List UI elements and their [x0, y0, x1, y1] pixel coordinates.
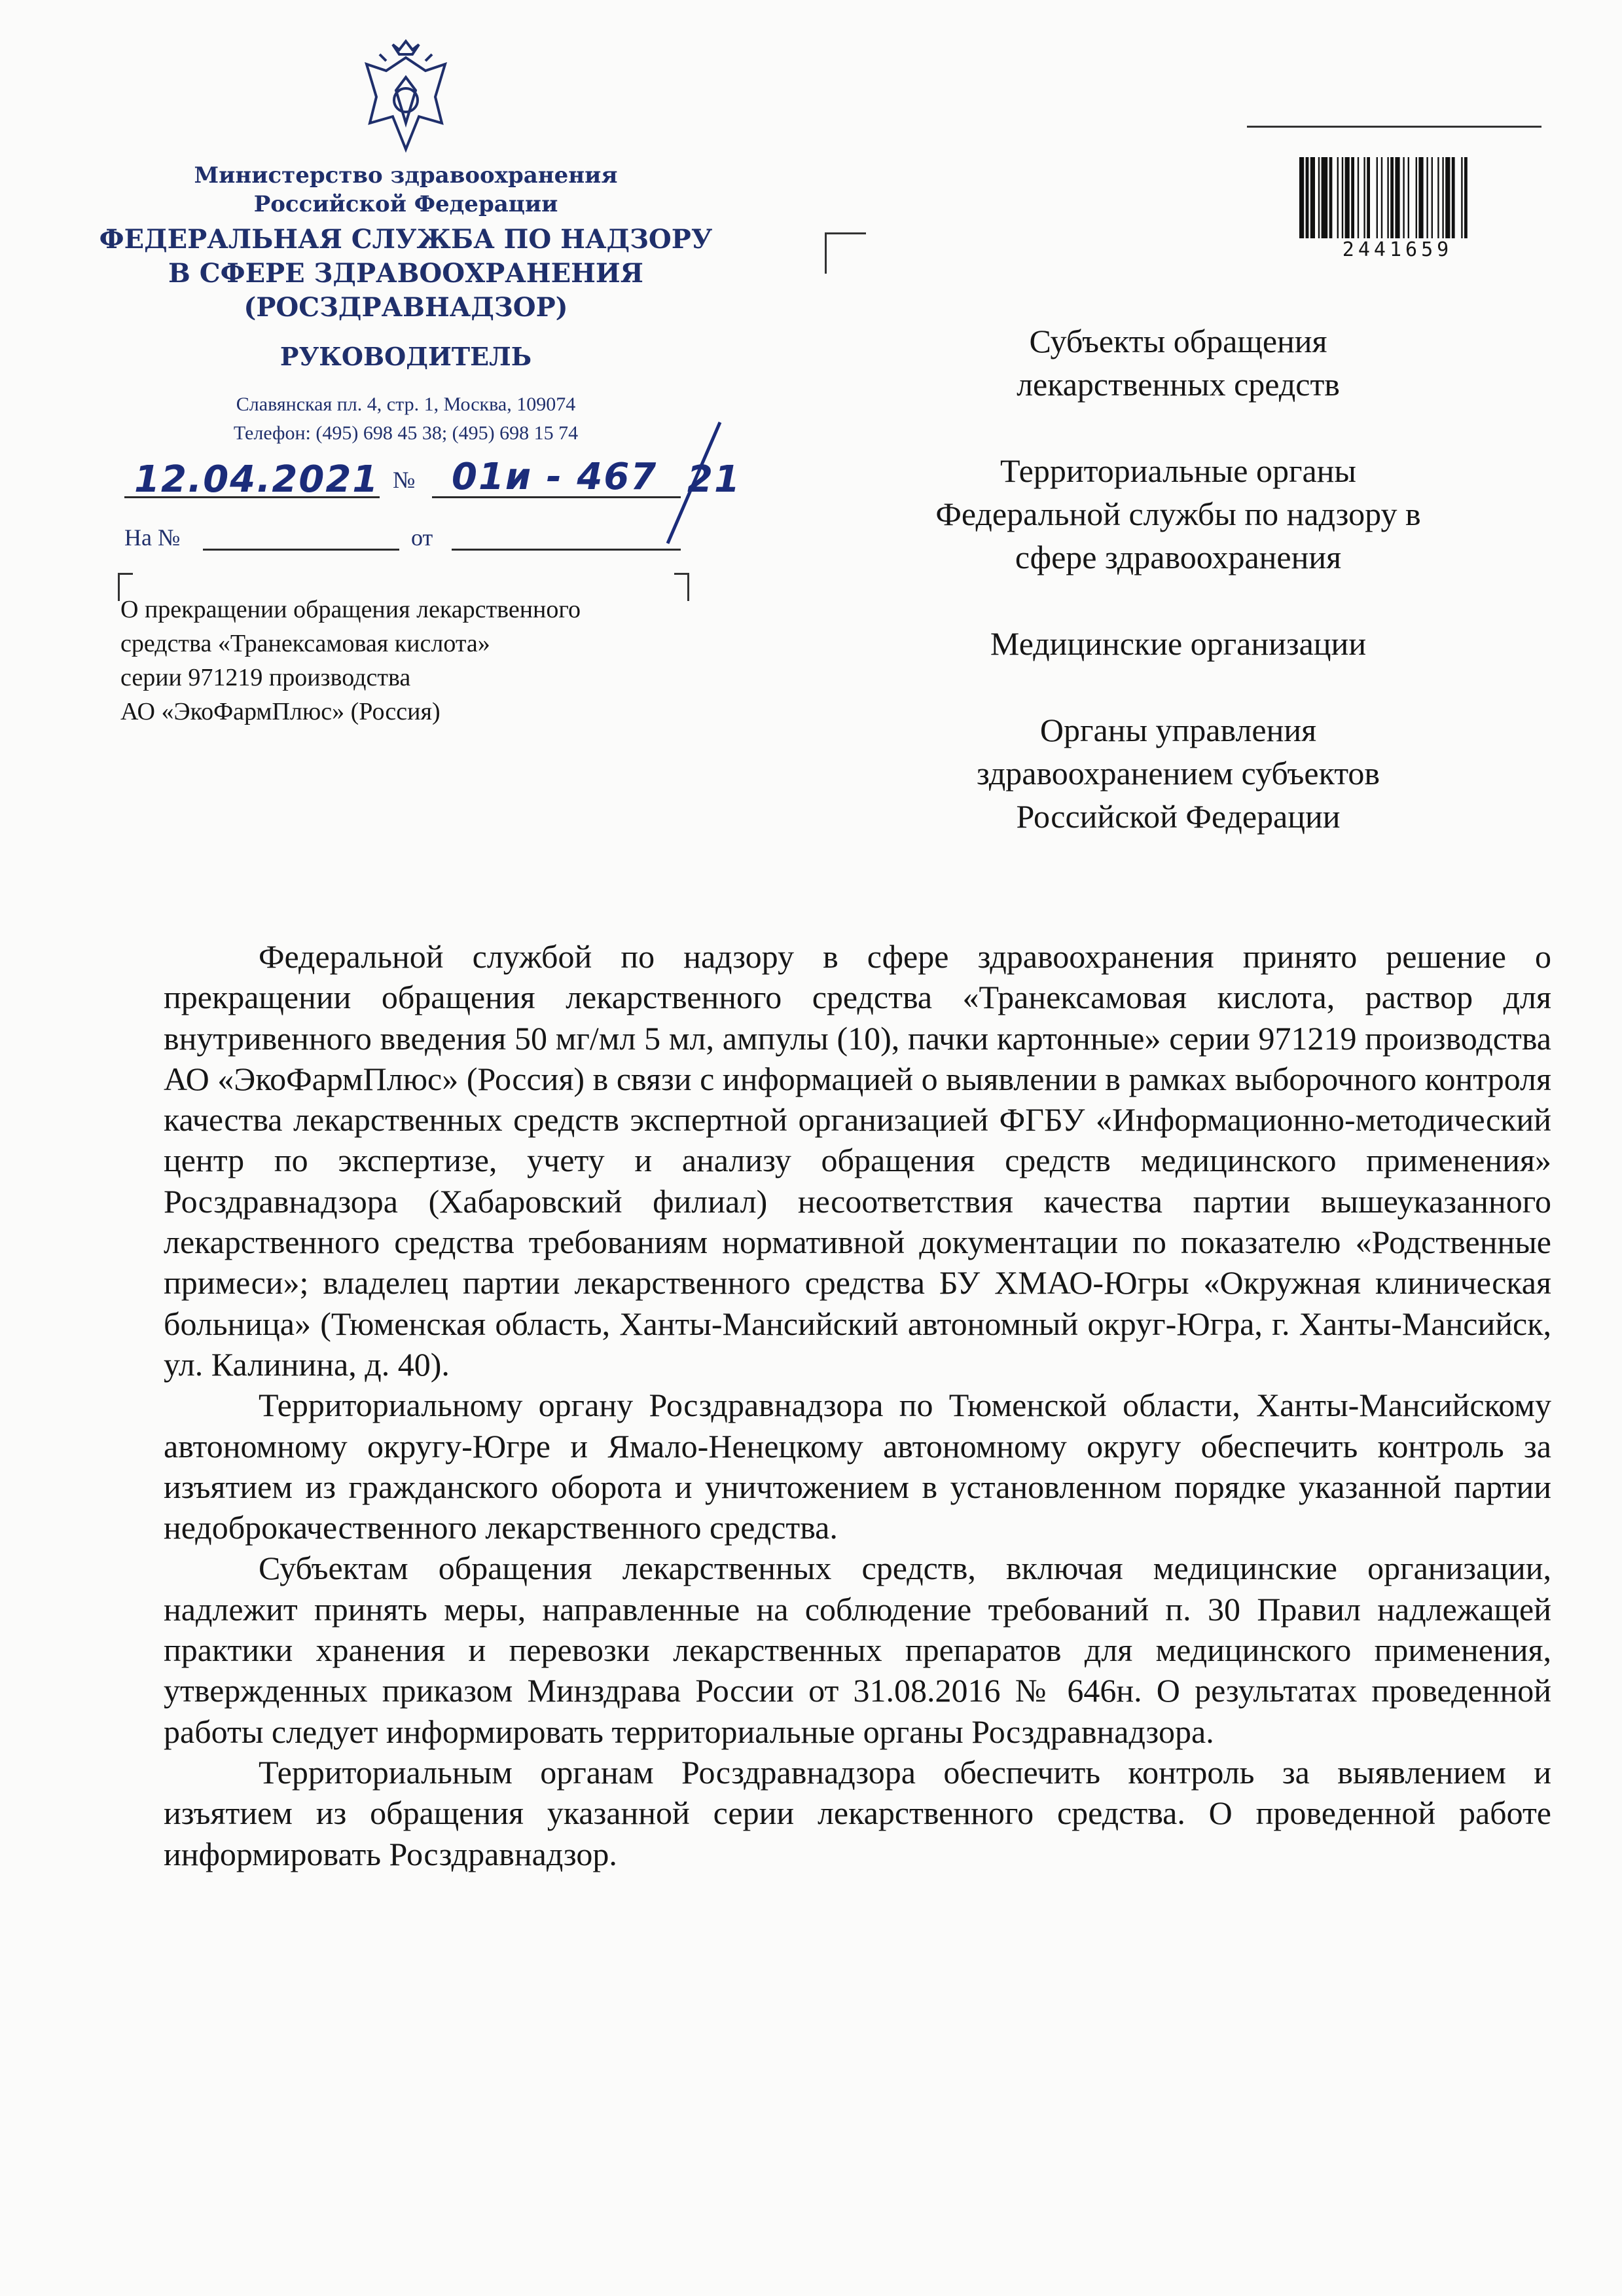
reply-to-label: На №	[124, 524, 181, 551]
addressee-item: Медицинские организации	[990, 625, 1367, 662]
barcode-bar	[1442, 157, 1443, 238]
ministry-name: Министерство здравоохранения Российской Федерации	[194, 162, 618, 217]
barcode-bar	[1318, 157, 1320, 238]
from-underline	[452, 549, 681, 551]
registration-number-suffix: 21	[687, 458, 741, 501]
registration-date: 12.04.2021	[134, 458, 380, 501]
barcode-bar	[1426, 157, 1428, 238]
barcode-bar	[1299, 157, 1304, 238]
barcode-bar	[1461, 157, 1462, 238]
barcode	[1299, 157, 1496, 238]
addressee-item: Территориальные органы Федеральной службы по надзору в сфере здравоохранения	[935, 452, 1421, 575]
barcode-bar	[1367, 157, 1370, 238]
barcode-bar	[1322, 157, 1328, 238]
registration-number: 01и - 467	[452, 456, 658, 498]
top-right-rule	[1247, 126, 1541, 128]
barcode-bar	[1403, 157, 1404, 238]
service-name: ФЕДЕРАЛЬНАЯ СЛУЖБА ПО НАДЗОРУ В СФЕРЕ ЗДРАВООХРАНЕНИЯ (РОСЗДРАВНАДЗОР)	[99, 224, 713, 323]
barcode-bar	[1345, 157, 1350, 238]
barcode-bar	[1408, 157, 1409, 238]
barcode-bar	[1445, 157, 1450, 238]
head-title: РУКОВОДИТЕЛЬ	[279, 342, 532, 371]
barcode-bar	[1452, 157, 1455, 238]
addressee-list	[857, 319, 1499, 881]
barcode-bar	[1464, 157, 1468, 238]
letter-subject: О прекращении обращения лекарственного средства «Транексамовая кислота» серии 971219 производства АО «ЭкоФармПлюс» (Россия)	[120, 596, 581, 725]
barcode-bar	[1310, 157, 1315, 238]
barcode-bar	[1432, 157, 1433, 238]
barcode-bar	[1377, 157, 1378, 238]
addressee-item: Органы управления здравоохранением субъектов Российской Федерации	[976, 712, 1380, 835]
barcode-bar	[1329, 157, 1333, 238]
barcode-number: 2441659	[1342, 238, 1453, 261]
body-paragraph-4: Территориальным органам Росздравнадзора обеспечить контроль за выявлением и изъятием из обращения указанной серии лекарственного средства. О проведенной работе информировать Росздравнадзор.	[164, 1753, 1551, 1872]
number-label: №	[393, 467, 416, 493]
barcode-bar	[1416, 157, 1417, 238]
coat-of-arms-emblem-icon	[340, 31, 471, 162]
office-address: Славянская пл. 4, стр. 1, Москва, 109074 Телефон: (495) 698 45 38; (495) 698 15 74	[233, 393, 579, 444]
barcode-bar	[1395, 157, 1399, 238]
addressee-corner-mark	[825, 232, 866, 274]
barcode-bar	[1363, 157, 1365, 238]
from-label: от	[411, 524, 433, 551]
body-paragraph-3: Субъектам обращения лекарственных средств, включая медицинские организации, надлежит принять меры, направленные на соблюдение требований п. 30 Правил надлежащей практики хранения и перевозки лекарственных препаратов для медицинского применения, утвержденных приказом Минздрава России от 31.08.2016 № 646н. О результатах проведенной работы следует информировать территориальные органы Росздравнадзора.	[164, 1550, 1551, 1750]
barcode-bar	[1381, 157, 1382, 238]
addressee-item: Субъекты обращения лекарственных средств	[1017, 323, 1340, 403]
barcode-bar	[1306, 157, 1309, 238]
barcode-bar	[1387, 157, 1388, 238]
barcode-bar	[1351, 157, 1354, 238]
letter-body	[164, 936, 1551, 1874]
barcode-bar	[1418, 157, 1423, 238]
barcode-bar	[1358, 157, 1359, 238]
barcode-bar	[1342, 157, 1343, 238]
barcode-bar	[1337, 157, 1339, 238]
barcode-bar	[1437, 157, 1439, 238]
reply-to-underline	[203, 549, 399, 551]
barcode-bar	[1390, 157, 1394, 238]
body-paragraph-1: Федеральной службой по надзору в сфере здравоохранения принято решение о прекращении обращения лекарственного средства «Транексамовая кислота, раствор для внутривенного введения 50 мг/мл 5 мл, ампулы (10), пачки картонные» серии 971219 производства АО «ЭкоФармПлюс» (Россия) в связи с информацией о выявлении в рамках выборочного контроля качества лекарственных средств экспертной организацией ФГБУ «Информационно-методический центр по экспертизе, учету и анализу обращения средств медицинского применения» Росздравнадзора (Хабаровский филиал) несоответствия качества партии вышеуказанного лекарственного средства требованиям нормативной документации по показателю «Родственные примеси»; владелец партии лекарственного средства БУ ХМАО-Югры «Окружная клиническая больница» (Тюменская область, Ханты-Мансийский автономный округ-Югра, г. Ханты-Мансийск, ул. Калинина, д. 40).	[164, 938, 1551, 1383]
body-paragraph-2: Территориальному органу Росздравнадзора по Тюменской области, Ханты-Мансийскому автономному округу-Югре и Ямало-Ненецкому автономному округу обеспечить контроль за изъятием из гражданского оборота и уничтожением в установленном порядке указанной партии недоброкачественного лекарственного средства.	[164, 1387, 1551, 1546]
